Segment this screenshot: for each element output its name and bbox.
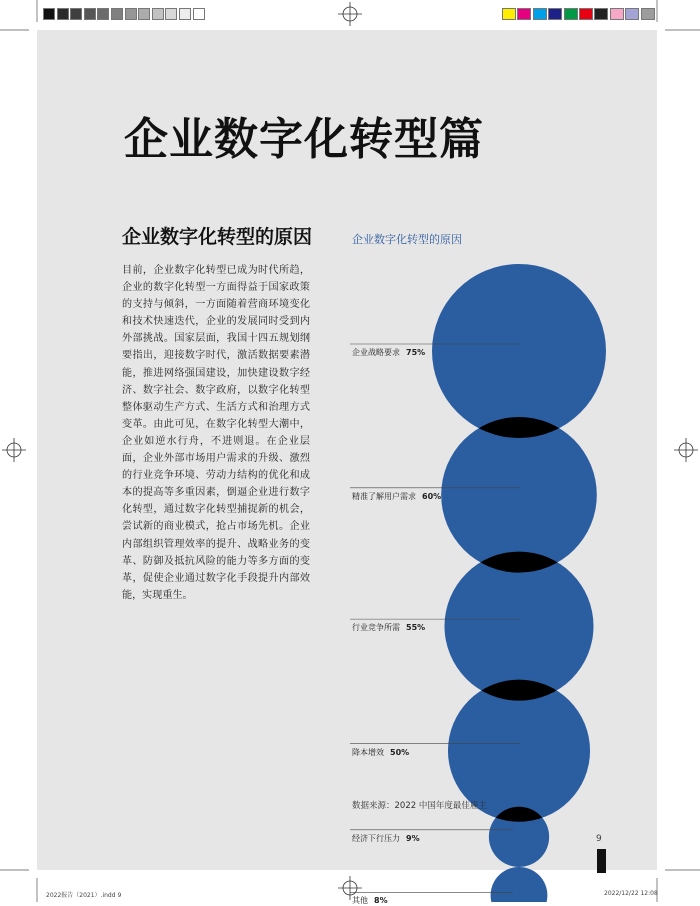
bubble-5 <box>491 867 548 902</box>
slug-filename: 2022报告（2021）.indd 9 <box>46 892 122 899</box>
body-paragraph: 目前，企业数字化转型已成为时代所趋，企业的数字化转型一方面得益于国家政策的支持与倾斜，一方面随着营商环境变化和技术快速迭代，企业的发展同时受到内外部挑战。国家层面，我国十四五规划纲要指出，迎接数字时代，激活数据要素潜能，推进网络强国建设，加快建设数字经济、数字社会、数字政府，以数字化转型整体驱动生产方式、生活方式和治理方式变革。由此可见，在数字化转型大潮中，企业如逆水行舟，不进则退。在企业层面，企业外部市场用户需求的升级、激烈的行业竞争环境、劳动力结构的优化和成本的提高等多重因素，倒逼企业进行数字化转型，通过数字化转型捕捉新的机会，尝试新的商业模式，抢占市场先机。企业内部组织管理效率的提升、战略业务的变革、防御及抵抗风险的能力等多方面的变革，促使企业通过数字化手段提升内部效能，实现重生。 <box>122 265 310 601</box>
bubble-value: 9% <box>406 833 420 843</box>
bubble-value: 8% <box>374 896 388 906</box>
bubble-label-1 <box>352 491 441 502</box>
bubble-0 <box>432 264 606 438</box>
page-number-bar <box>597 849 606 873</box>
data-source-note: 数据来源：2022 中国年度最佳雇主 <box>352 801 487 811</box>
bubble-label-5 <box>352 895 388 906</box>
bubble-2 <box>444 552 593 701</box>
bubble-label-3 <box>352 747 409 758</box>
bubble-label-4 <box>352 833 420 844</box>
bubble-category: 行业竞争所需 <box>352 623 400 633</box>
slug-timestamp: 2022/12/22 12:08 <box>604 890 658 897</box>
bubble-category: 精准了解用户需求 <box>352 491 416 501</box>
page-title: 企业数字化转型篇 <box>124 114 484 165</box>
bubble-1 <box>441 417 597 573</box>
bubble-category: 其他 <box>352 896 368 906</box>
chart-title: 企业数字化转型的原因 <box>352 233 462 246</box>
bubble-category: 降本增效 <box>352 747 384 757</box>
page-number: 9 <box>596 834 602 844</box>
bubble-label-0 <box>352 347 425 358</box>
section-title: 企业数字化转型的原因 <box>122 226 313 248</box>
bubble-value: 55% <box>406 623 426 633</box>
bubble-label-2 <box>352 622 425 633</box>
bubble-value: 60% <box>422 491 442 501</box>
bubble-value: 75% <box>406 348 426 357</box>
bubble-value: 50% <box>390 747 410 757</box>
bubble-category: 经济下行压力 <box>352 833 400 843</box>
bubble-category: 企业战略要求 <box>352 348 400 357</box>
